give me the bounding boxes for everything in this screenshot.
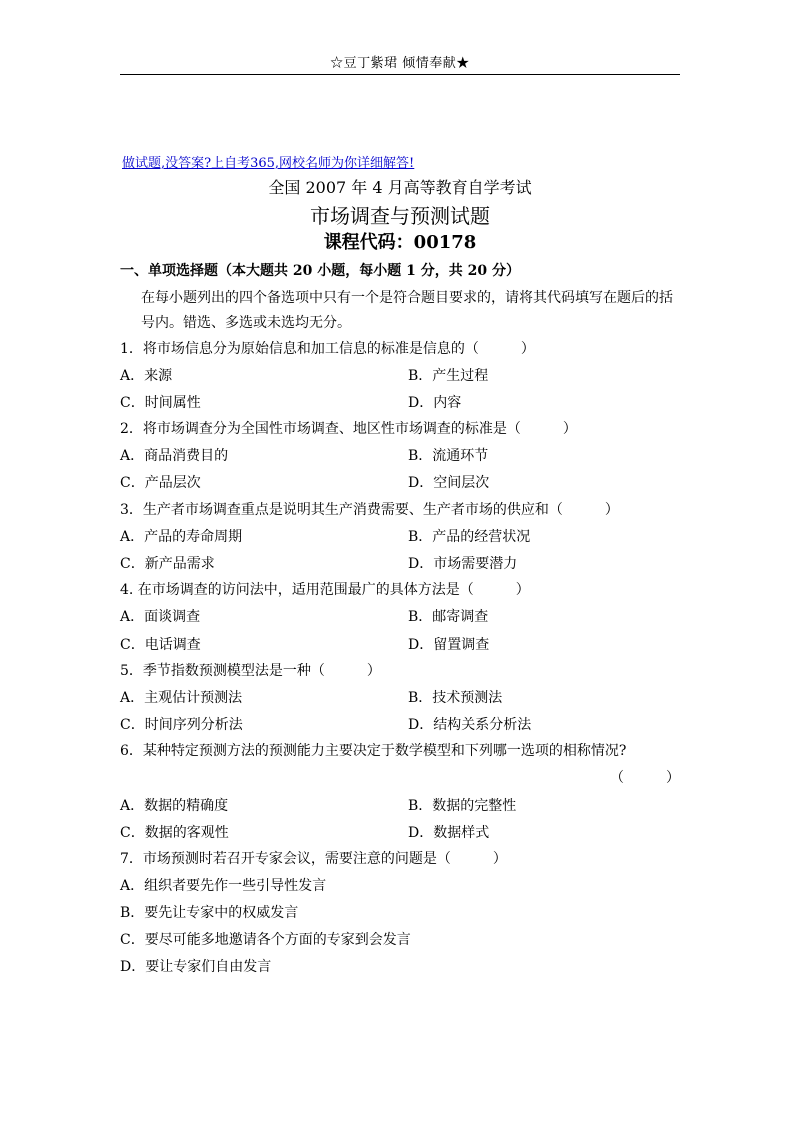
option-c: C．数据的客观性 [120,825,229,841]
option-b: B．产生过程 [408,368,489,384]
header-rule [120,74,680,75]
option-c: C．电话调查 [120,637,201,653]
option-d: D．内容 [408,395,462,411]
header-text: ☆豆丁紫珺 倾情奉献★ [330,56,470,71]
option-c: C．新产品需求 [120,556,215,572]
option-a: A．来源 [120,368,173,384]
option-b: B．技术预测法 [408,690,503,706]
question-stem: 1．将市场信息分为原始信息和加工信息的标准是信息的（ ） [120,341,535,357]
option-b: B．流通环节 [408,448,489,464]
answer-bracket: （ ） [610,770,680,786]
option-d: D．空间层次 [408,475,490,491]
question-stem: 5．季节指数预测模型法是一种（ ） [120,663,381,679]
option-c: C．产品层次 [120,475,201,491]
option-b: B．产品的经营状况 [408,529,531,545]
option-a: A．产品的寿命周期 [120,529,243,545]
option-c: C．时间序列分析法 [120,717,243,733]
ad-link[interactable]: 做试题,没答案?上自考365,网校名师为你详细解答! [122,156,415,171]
exam-info: 全国 2007 年 4 月高等教育自学考试 [268,178,532,197]
option-a: A．面谈调查 [120,609,201,625]
option-a: A．主观估计预测法 [120,690,243,706]
option-b: B．要先让专家中的权威发言 [120,905,299,921]
exam-title: 市场调查与预测试题 [310,204,490,228]
option-c: C．要尽可能多地邀请各个方面的专家到会发言 [120,932,411,948]
option-b: B．邮寄调查 [408,609,489,625]
option-d: D．数据样式 [408,825,490,841]
option-d: D．要让专家们自由发言 [120,959,272,975]
question-stem: 3．生产者市场调查重点是说明其生产消费需要、生产者市场的供应和（ ） [120,502,619,518]
option-a: A．商品消费目的 [120,448,229,464]
section-instruction: 号内。错选、多选或未选均无分。 [141,315,351,331]
section-instruction: 在每小题列出的四个备选项中只有一个是符合题目要求的，请将其代码填写在题后的括 [141,290,673,306]
course-code: 课程代码：00178 [323,232,477,253]
question-stem: 6．某种特定预测方法的预测能力主要决定于数学模型和下列哪一选项的相称情况? [120,743,627,759]
section-heading: 一、单项选择题（本大题共 20 小题，每小题 1 分，共 20 分） [120,263,520,279]
option-d: D．留置调查 [408,637,490,653]
option-a: A．组织者要先作一些引导性发言 [120,878,327,894]
option-b: B．数据的完整性 [408,798,517,814]
question-stem: 7．市场预测时若召开专家会议，需要注意的问题是（ ） [120,851,507,867]
option-d: D．市场需要潜力 [408,556,518,572]
option-c: C．时间属性 [120,395,201,411]
question-stem: 4. 在市场调查的访问法中，适用范围最广的具体方法是（ ） [120,582,530,598]
option-a: A．数据的精确度 [120,798,229,814]
question-stem: 2．将市场调查分为全国性市场调查、地区性市场调查的标准是（ ） [120,421,577,437]
option-d: D．结构关系分析法 [408,717,532,733]
